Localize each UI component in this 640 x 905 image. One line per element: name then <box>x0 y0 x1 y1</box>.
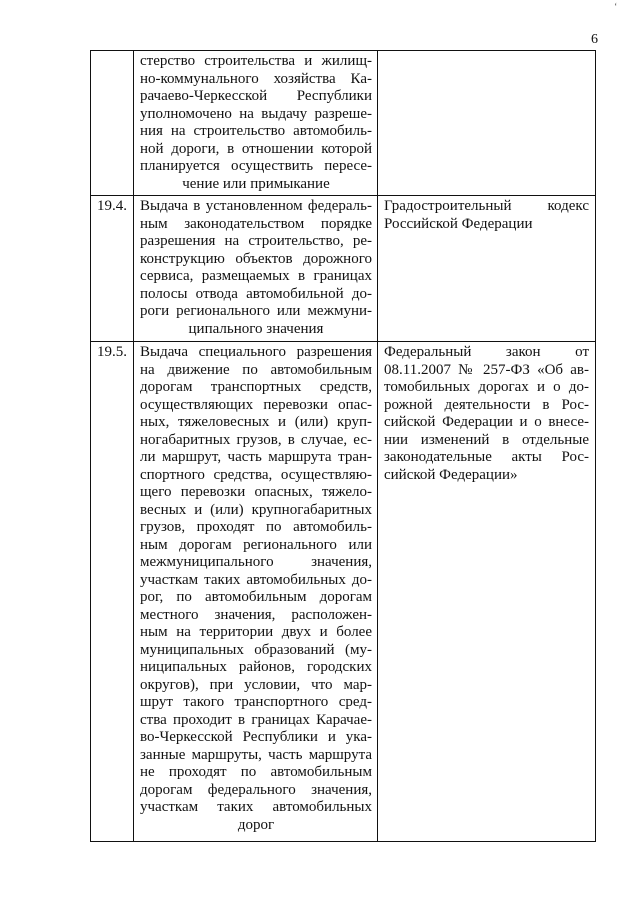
table-row <box>91 51 596 196</box>
activity-line: Выдача специального разрешения <box>140 344 372 360</box>
activity-line: дорогам федерального значения, <box>140 781 372 798</box>
activity-line: ным дорогам регионального или <box>140 536 372 553</box>
activity-line: местного значения, расположен- <box>140 606 372 623</box>
law-line: сийской Федерации и о внесе- <box>384 414 589 430</box>
activity-line: ных, тяжеловесных и (или) круп- <box>140 414 372 430</box>
activity-cell <box>134 196 378 342</box>
activity-line: полосы отвода автомобильной до- <box>140 285 372 302</box>
corner-mark: ʻ <box>614 2 618 13</box>
activity-line: дорогам транспортных средств, <box>140 379 372 395</box>
activity-line: сервиса, размещаемых в границах <box>140 268 372 284</box>
activity-line: уполномочено на выдачу разреше- <box>140 105 372 122</box>
activity-line: участкам таких автомобильных <box>140 799 372 815</box>
activity-line: щего перевозки опасных, тяжело- <box>140 484 372 500</box>
table-row <box>91 196 596 342</box>
activity-line: муниципальных образований (му- <box>140 641 372 658</box>
activity-line: ства проходит в границах Карачае- <box>140 711 372 728</box>
activity-cell <box>134 342 378 842</box>
page-number: 6 <box>591 32 598 47</box>
activity-line: грузов, проходят по автомобиль- <box>140 519 372 535</box>
activity-line: занные маршруты, часть маршрута <box>140 746 372 763</box>
law-line: законодательные акты Рос- <box>384 449 589 465</box>
activity-line: но-коммунального хозяйства Ка- <box>140 70 372 87</box>
activity-line: ным законодательством порядке <box>140 215 372 232</box>
activity-line: ния на строительство автомобиль- <box>140 123 372 139</box>
law-line: Градостроительный кодекс <box>384 198 589 214</box>
law-line: сийской Федерации» <box>384 466 518 483</box>
law-cell <box>378 51 596 196</box>
activity-line: весных и (или) крупногабаритных <box>140 501 372 518</box>
activity-line: межмуниципального значения, <box>140 554 372 570</box>
activity-line: округов), при условии, что мар- <box>140 676 372 693</box>
row-number-cell <box>91 51 134 196</box>
activity-line: ниципальных районов, городских <box>140 659 372 675</box>
law-line: Федеральный закон от <box>384 344 589 360</box>
row-number: 19.4. <box>97 198 127 214</box>
row-number-cell <box>91 196 134 342</box>
activity-line: ципального значения <box>188 320 324 337</box>
row-number: 19.5. <box>97 344 127 360</box>
activity-line: рачаево-Черкесской Республики <box>140 88 372 104</box>
law-line: Российской Федерации <box>384 215 533 232</box>
activity-line: разрешения на строительство, ре- <box>140 233 372 249</box>
activity-line: роги регионального или межмуни- <box>140 303 372 319</box>
activity-line: шрут такого транспортного сред- <box>140 694 372 710</box>
activity-line: спортного средства, осуществляю- <box>140 466 372 483</box>
activity-line: на движение по автомобильным <box>140 361 372 378</box>
activity-line: во-Черкесской Республики и ука- <box>140 729 372 745</box>
law-line: томобильных дорогах и о до- <box>384 379 589 395</box>
activity-line: дорог <box>237 816 275 833</box>
activity-line: ногабаритных грузов, в случае, ес- <box>140 431 372 448</box>
law-cell <box>378 196 596 342</box>
activity-line: участкам таких автомобильных до- <box>140 571 372 588</box>
law-line: 08.11.2007 № 257-ФЗ «Об ав- <box>384 361 589 378</box>
authority-table <box>90 50 596 842</box>
table-row <box>91 342 596 842</box>
law-line: нии изменений в отдельные <box>384 431 589 448</box>
activity-line: осуществляющих перевозки опас- <box>140 396 372 413</box>
law-line: рожной деятельности в Рос- <box>384 396 589 413</box>
activity-line: не проходят по автомобильным <box>140 764 372 780</box>
law-cell <box>378 342 596 842</box>
activity-line: ным на территории двух и более <box>140 624 372 640</box>
activity-line: рог, по автомобильным дорогам <box>140 589 372 605</box>
activity-line: ли маршрут, часть маршрута тран- <box>140 449 372 465</box>
activity-line: ной дороги, в отношении которой <box>140 140 372 157</box>
activity-cell <box>134 51 378 196</box>
activity-line: планируется осуществить пересе- <box>140 158 372 174</box>
activity-line: Выдача в установленном федераль- <box>140 198 372 214</box>
activity-line: чение или примыкание <box>182 175 330 192</box>
activity-line: стерство строительства и жилищ- <box>140 53 372 69</box>
activity-line: конструкцию объектов дорожного <box>140 250 372 267</box>
row-number-cell <box>91 342 134 842</box>
